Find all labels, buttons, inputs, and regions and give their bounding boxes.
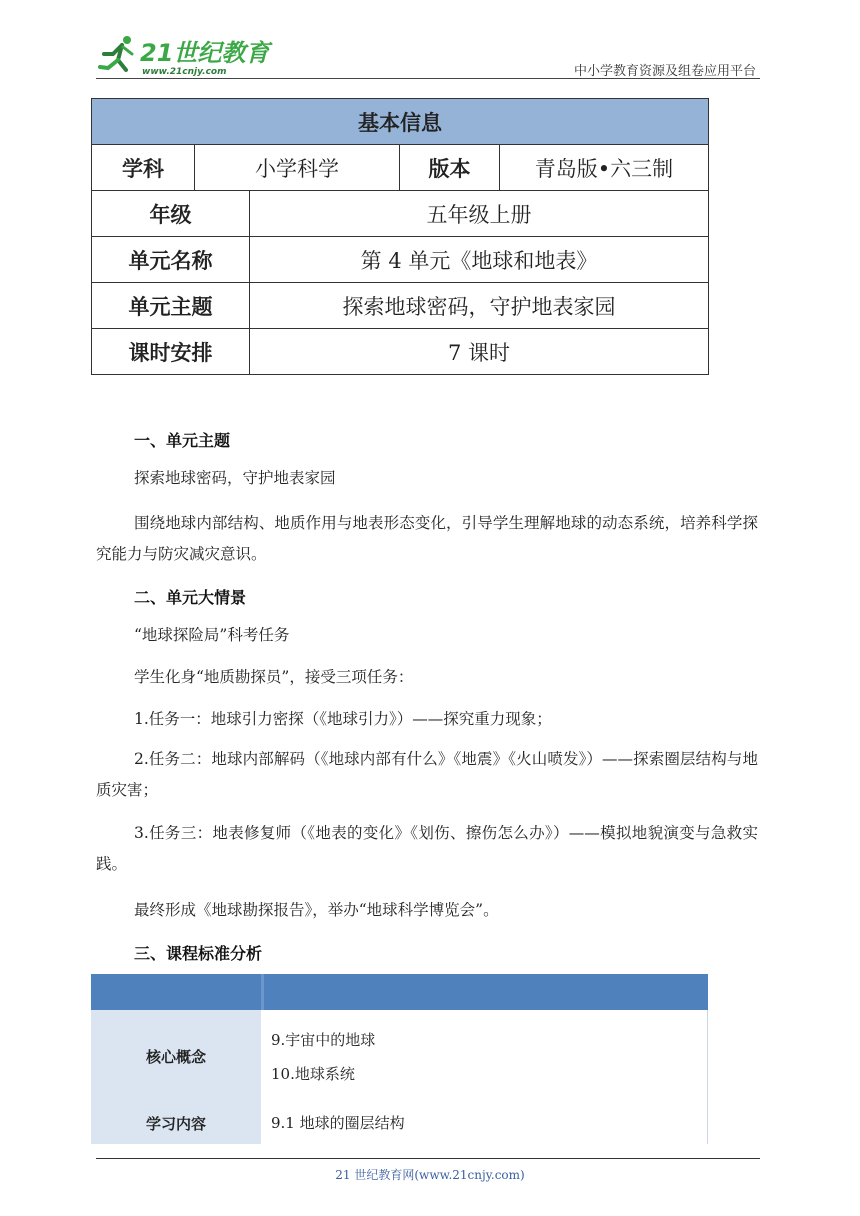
section-2-task-2: 2.任务二：地球内部解码（《地球内部有什么》《地震》《火山喷发》）——探索圈层结构与地质灾害； (96, 750, 758, 799)
unit-theme-label: 单元主题 (92, 283, 250, 329)
grade-label: 年级 (92, 191, 250, 237)
section-2-task-1: 1.任务一：地球引力密探（《地球引力》）——探究重力现象； (134, 710, 552, 728)
hours-value: 7 课时 (250, 329, 709, 375)
grade-value: 五年级上册 (250, 191, 709, 237)
section-1-heading: 一、单元主题 (134, 431, 231, 450)
footer-divider (96, 1158, 760, 1159)
platform-name: 中小学教育资源及组卷应用平台 (573, 64, 756, 79)
footer-link[interactable]: 21 世纪教育网(www.21cnjy.com) (335, 1168, 525, 1182)
edition-label: 版本 (400, 145, 500, 191)
core-concept-item: 10.地球系统 (271, 1065, 355, 1083)
core-concept-label: 核心概念 (145, 1048, 206, 1066)
core-concept-item: 9.宇宙中的地球 (271, 1031, 376, 1049)
basic-info-table (91, 98, 709, 375)
subject-label: 学科 (92, 145, 195, 191)
section-2-intro: 学生化身“地质勘探员”，接受三项任务： (134, 668, 414, 686)
learning-content-item: 9.1 地球的圈层结构 (271, 1114, 405, 1132)
section-2-heading: 二、单元大情景 (134, 588, 247, 607)
unit-name-value: 第 4 单元《地球和地表》 (250, 237, 709, 283)
logo-url: www.21cnjy.com (142, 67, 227, 77)
runner-icon (100, 36, 132, 70)
table-title: 基本信息 (92, 99, 709, 145)
hours-label: 课时安排 (92, 329, 250, 375)
section-3-heading: 三、课程标准分析 (134, 944, 263, 963)
logo (96, 34, 270, 77)
header-divider (96, 78, 760, 79)
unit-theme-value: 探索地球密码，守护地表家园 (250, 283, 709, 329)
section-1-description: 围绕地球内部结构、地质作用与地表形态变化，引导学生理解地球的动态系统，培养科学探究能力与防灾减灾意识。 (96, 514, 758, 563)
section-2-task-3: 3.任务三：地表修复师（《地表的变化》《划伤、擦伤怎么办》）——模拟地貌演变与急救实践。 (96, 824, 758, 873)
unit-name-label: 单元名称 (92, 237, 250, 283)
learning-content-label: 学习内容 (145, 1115, 206, 1133)
section-2-outcome: 最终形成《地球勘探报告》，举办“地球科学博览会”。 (134, 901, 499, 919)
standards-table (91, 974, 708, 1144)
edition-value: 青岛版•六三制 (500, 145, 709, 191)
logo-text: 21世纪教育 (140, 39, 270, 67)
page-header (0, 0, 860, 82)
section-1-theme: 探索地球密码，守护地表家园 (134, 469, 336, 487)
section-2-scenario: “地球探险局”科考任务 (134, 626, 290, 644)
subject-value: 小学科学 (195, 145, 400, 191)
standards-table-header (91, 974, 708, 1010)
